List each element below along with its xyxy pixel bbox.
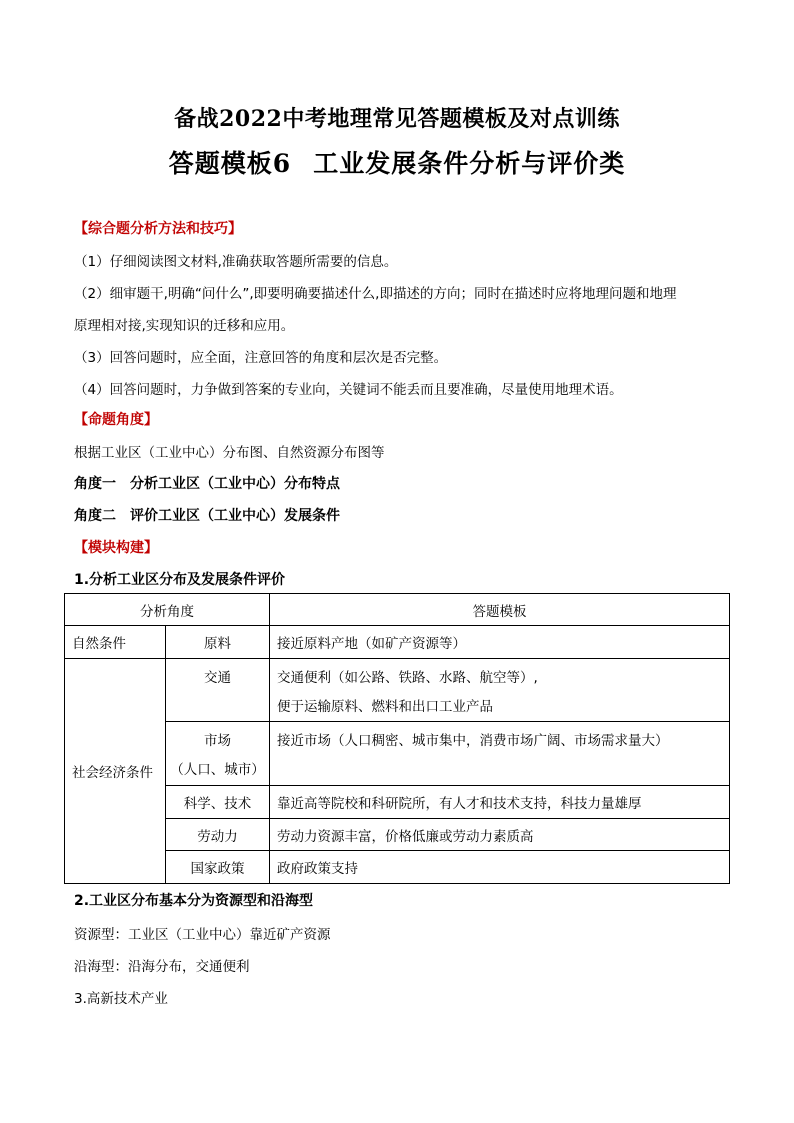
module-heading: 【模块构建】 <box>74 540 158 556</box>
science-tech-cell: 科学、技术 <box>166 786 270 819</box>
header-answer-template: 答题模板 <box>270 594 730 626</box>
raw-material-cell: 原料 <box>166 626 270 659</box>
transport-cell: 交通 <box>166 659 270 722</box>
module-subheading-2: 2.工业区分布基本分为资源型和沿海型 <box>74 893 314 909</box>
angle-two: 角度二 评价工业区（工业中心）发展条件 <box>74 508 340 524</box>
resource-type-line: 资源型：工业区（工业中心）靠近矿产资源 <box>74 927 331 943</box>
social-economic-conditions-cell: 社会经济条件 <box>65 659 166 884</box>
angle-one: 角度一 分析工业区（工业中心）分布特点 <box>74 476 340 492</box>
table-row <box>65 626 730 659</box>
market-note: （人口、城市） <box>170 762 265 778</box>
method-item-4: （4）回答问题时，力争做到答案的专业向，关键词不能丢而且要准确，尽量使用地理术语。 <box>74 382 623 398</box>
labor-answer: 劳动力资源丰富，价格低廉或劳动力素质高 <box>270 819 730 851</box>
market-label: 市场 <box>204 733 231 749</box>
transport-answer-cell <box>270 659 730 722</box>
method-item-2: （2）细审题干,明确“问什么”,即要明确要描述什么,即描述的方向；同时在描述时应将地理问题和地理 <box>74 286 677 302</box>
labor-cell: 劳动力 <box>166 819 270 851</box>
methods-heading: 【综合题分析方法和技巧】 <box>74 221 242 237</box>
table-header-row <box>65 594 730 626</box>
policy-answer: 政府政策支持 <box>270 851 730 884</box>
table-row <box>65 659 730 722</box>
coastal-type-line: 沿海型：沿海分布，交通便利 <box>74 959 250 975</box>
module-subheading-3: 3.高新技术产业 <box>74 991 168 1007</box>
document-title: 备战2022中考地理常见答题模板及对点训练 <box>174 106 620 132</box>
natural-conditions-cell: 自然条件 <box>65 626 166 659</box>
module-subheading-1: 1.分析工业区分布及发展条件评价 <box>74 572 286 588</box>
transport-answer-line-1: 交通便利（如公路、铁路、水路、航空等）, <box>277 670 538 686</box>
science-tech-answer: 靠近高等院校和科研院所，有人才和技术支持，科技力量雄厚 <box>270 786 730 819</box>
method-item-2-continued: 原理相对接,实现知识的迁移和应用。 <box>74 318 295 334</box>
document-subtitle <box>0 144 794 180</box>
angles-heading: 【命题角度】 <box>74 412 158 428</box>
method-item-3: （3）回答问题时，应全面，注意回答的角度和层次是否完整。 <box>74 350 448 366</box>
angles-intro: 根据工业区（工业中心）分布图、自然资源分布图等 <box>74 445 385 461</box>
analysis-table <box>64 593 730 884</box>
transport-answer-line-2: 便于运输原料、燃料和出口工业产品 <box>277 699 493 715</box>
raw-material-answer: 接近原料产地（如矿产资源等） <box>270 626 730 659</box>
template-topic: 工业发展条件分析与评价类 <box>313 149 626 178</box>
template-number: 答题模板6 <box>168 149 292 178</box>
method-item-1: （1）仔细阅读图文材料,准确获取答题所需要的信息。 <box>74 254 398 270</box>
policy-cell: 国家政策 <box>166 851 270 884</box>
header-analysis-angle: 分析角度 <box>65 594 270 626</box>
market-answer: 接近市场（人口稠密、城市集中，消费市场广阔、市场需求量大） <box>270 722 730 786</box>
market-cell <box>166 722 270 786</box>
